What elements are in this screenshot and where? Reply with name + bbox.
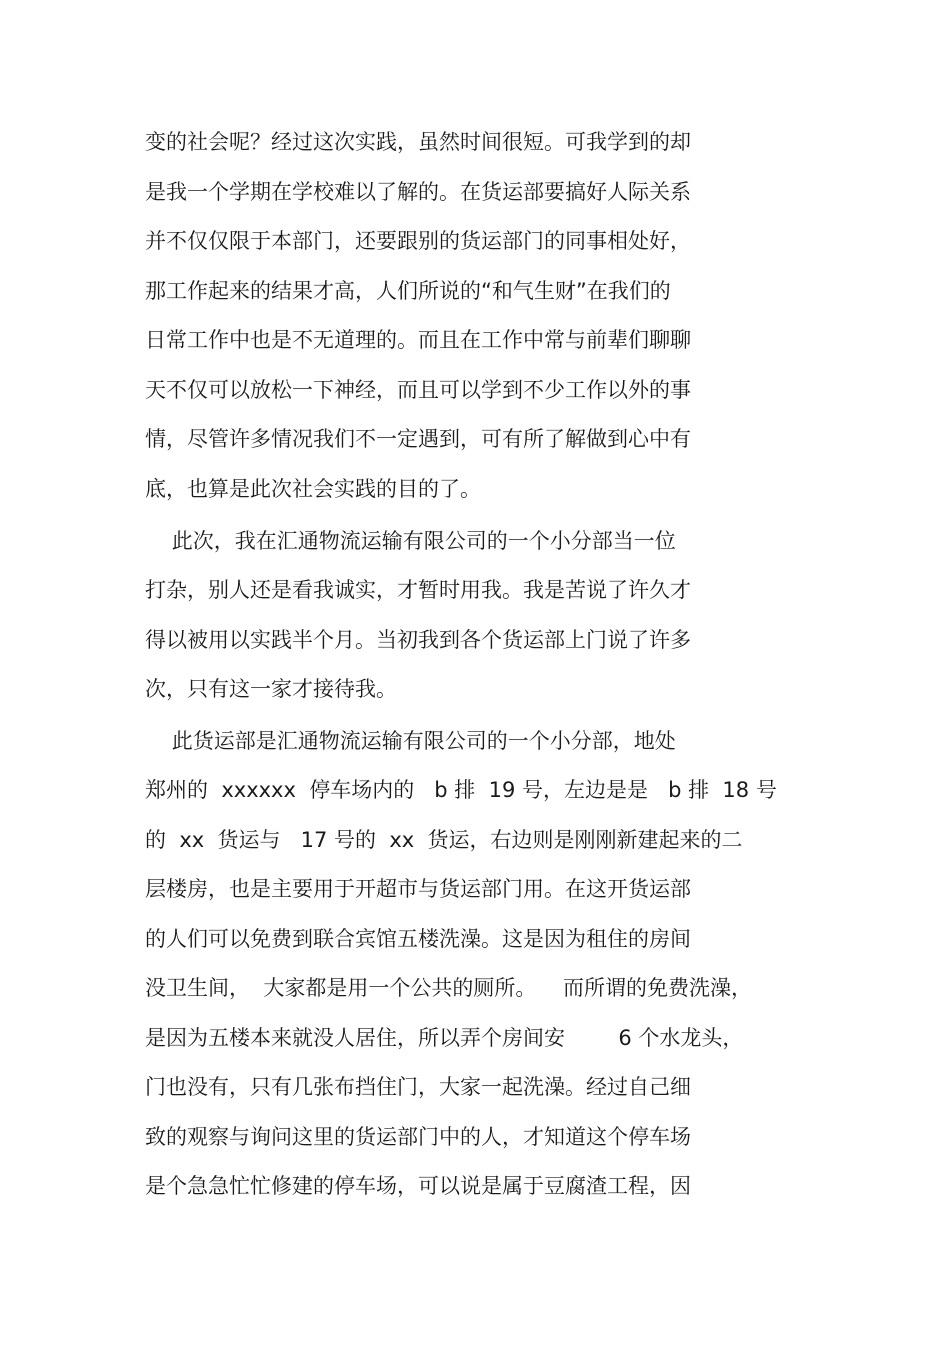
text-line: 层楼房，也是主要用于开超市与货运部门用。在这开货运部 xyxy=(145,877,691,901)
text-line: 变的社会呢？经过这次实践，虽然时间很短。可我学到的却 xyxy=(145,130,691,154)
text-line: 那工作起来的结果才高，人们所说的“和气生财”在我们的 xyxy=(145,279,671,303)
text-line: 情，尽管许多情况我们不一定遇到，可有所了解做到心中有 xyxy=(145,427,691,451)
text-line: 日常工作中也是不无道理的。而且在工作中常与前辈们聊聊 xyxy=(145,328,691,352)
text-line: 没卫生间， 大家都是用一个公共的厕所。 而所谓的免费洗澡， xyxy=(145,976,753,1000)
text-line: 郑州的 xxxxxx 停车场内的 b 排 19 号，左边是是 b 排 18 号 xyxy=(145,778,777,802)
text-line: 底，也算是此次社会实践的目的了。 xyxy=(145,477,481,501)
text-line: 致的观察与询问这里的货运部门中的人，才知道这个停车场 xyxy=(145,1125,691,1149)
text-line: 是我一个学期在学校难以了解的。在货运部要搞好人际关系 xyxy=(145,180,691,204)
text-line: 次，只有这一家才接待我。 xyxy=(145,677,397,701)
text-line: 的 xx 货运与 17 号的 xx 货运，右边则是刚刚新建起来的二 xyxy=(145,828,743,852)
paragraph-start-line: 此货运部是汇通物流运输有限公司的一个小分部，地处 xyxy=(145,729,676,753)
text-line: 是个急急忙忙修建的停车场，可以说是属于豆腐渣工程，因 xyxy=(145,1174,691,1198)
text-line: 是因为五楼本来就没人居住，所以弄个房间安 6 个水龙头， xyxy=(145,1026,744,1050)
paragraph-start-line: 此次，我在汇通物流运输有限公司的一个小分部当一位 xyxy=(145,529,676,553)
text-line: 的人们可以免费到联合宾馆五楼洗澡。这是因为租住的房间 xyxy=(145,927,691,951)
text-line: 得以被用以实践半个月。当初我到各个货运部上门说了许多 xyxy=(145,628,691,652)
text-line: 天不仅可以放松一下神经，而且可以学到不少工作以外的事 xyxy=(145,378,691,402)
text-line: 并不仅仅限于本部门，还要跟别的货运部门的同事相处好， xyxy=(145,229,691,253)
text-line: 门也没有，只有几张布挡住门，大家一起洗澡。经过自己细 xyxy=(145,1075,691,1099)
text-line: 打杂，别人还是看我诚实，才暂时用我。我是苦说了许久才 xyxy=(145,578,691,602)
